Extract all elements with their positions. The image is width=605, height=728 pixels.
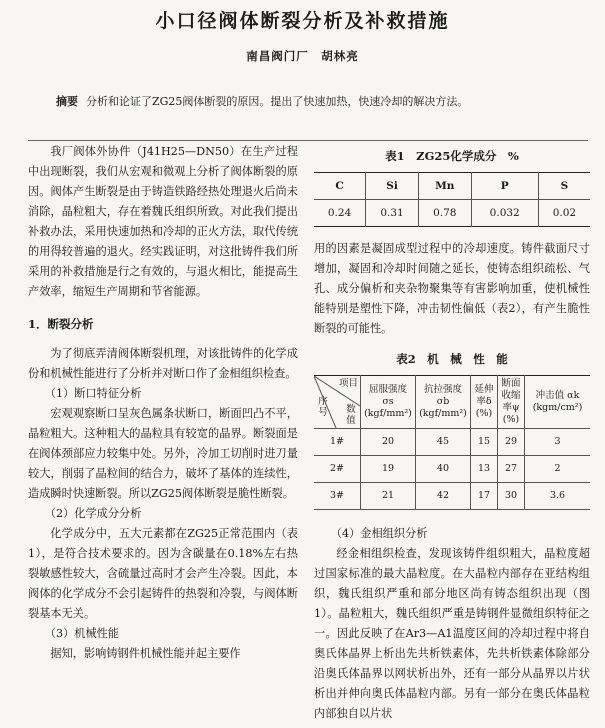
section-1-4-heading: （4）金相组织分析 <box>330 527 428 540</box>
table-2-cell: 15 <box>471 429 498 456</box>
abstract-text: 分析和论证了ZG25阀体断裂的原因。提出了快速加热，快速冷却的解决方法。 <box>86 95 469 108</box>
table-row <box>314 483 590 510</box>
table-row <box>314 429 590 456</box>
table-1-cell: 0.032 <box>471 200 538 227</box>
table-2-header: 断面收缩率ψ (%) <box>498 376 525 429</box>
table-2-cell: 45 <box>416 429 471 456</box>
corner-label-number: 序号 <box>318 396 328 418</box>
table-2-cell: 21 <box>361 483 416 510</box>
table-2-cell: 17 <box>471 483 498 510</box>
section-1-2-heading: （2）化学成分分析 <box>44 507 142 520</box>
table-2-corner <box>314 376 361 429</box>
abstract <box>56 92 576 112</box>
table-2-header: 冲击值 αk (kgm/cm²) <box>525 376 591 429</box>
table-2-header: 延伸率δ (%) <box>471 376 498 429</box>
table-2-cell: 3.6 <box>525 483 591 510</box>
header-divider <box>28 140 588 141</box>
table-2-cell: 2 <box>525 456 591 483</box>
abstract-label: 摘要 <box>56 95 78 108</box>
table-1-header: P <box>471 173 538 200</box>
section-1-3-heading: （3）机械性能 <box>44 627 120 640</box>
right-column <box>314 146 590 724</box>
table-1-header: Si <box>366 173 419 200</box>
table-1-cell: 0.78 <box>418 200 471 227</box>
table-1 <box>314 172 590 227</box>
section-1-1-text: 宏观观察断口呈灰色属条状断口，断面凹凸不平，晶粒粗大。这种粗大的晶粒具有较宽的晶界。断裂面是在阀体颈部应力较集中处。另外，冷加工切削时进刀量较大，削弱了晶粒间的结合力，破坏了基体的连续性，造成瞬时快速断裂。所以ZG25阀体断裂是脆性断裂。 <box>28 407 298 500</box>
table-2-cell: 27 <box>498 456 525 483</box>
left-column <box>28 142 298 664</box>
corner-label-value: 数值 <box>346 404 356 426</box>
intro-paragraph: 我厂阀体外协件（J41H25—DN50）在生产过程中出现断裂，我们从宏观和微观上分析了阀体断裂的原因。阀体产生断裂是由于铸造铁路经热处理退火后尚未消除，晶粒粗大，存在着魏氏组织所致。对此我们提出补救办法，采用快速加热和冷却的正火方法，取代传统的用得较普遍的退火。经实践证明，对这批铸件我们所采用的补救措施是行之有效的，与退火相比，能提高生产效率，缩短生产周期和节省能源。 <box>28 145 298 298</box>
table-2-cell: 13 <box>471 456 498 483</box>
table-2-row-number: 2# <box>314 456 361 483</box>
section-1-2-text: 化学成分中，五大元素都在ZG25正常范围内（表1），是符合技术要求的。因为含碳量在0.18%左右热裂敏感性较大，含硫量过高时才会产生冷裂。因此，本阀体的化学成分不会引起铸件的热裂和冷裂，与阀体断裂基本无关。 <box>28 527 298 620</box>
table-1-cell: 0.24 <box>327 207 352 219</box>
table-2-row-number: 1# <box>314 429 361 456</box>
table-1-cell: 0.02 <box>538 200 590 227</box>
paper-authors: 南昌阀门厂 胡林亮 <box>246 49 359 63</box>
section-1-heading: 1．断裂分析 <box>28 317 94 331</box>
table-2-header: 抗拉强度 σb (kgf/mm²) <box>416 376 471 429</box>
table-2-cell: 29 <box>498 429 525 456</box>
table-1-caption: 表1 ZG25化学成分 % <box>385 149 519 163</box>
table-2-cell: 42 <box>416 483 471 510</box>
right-paragraph-1: 用的因素是凝固成型过程中的冷却速度。铸件截面尺寸增加，凝固和冷却时间随之延长，使铸态组织疏松、气孔、成分偏析和夹杂物聚集等有害影响加重，使机械性能特别是塑性下降，冲击韧性偏低（表2），有产生脆性断裂的可能性。 <box>314 242 590 335</box>
section-1-4-text: 经金相组织检查，发现该铸件组织粗大，晶粒度超过国家标准的最大晶粒度。在大晶粒内部存在亚结构组织，魏氏组织严重和部分地区尚有铸态组织出现（图1）。晶粒粗大，魏氏组织严重是铸钢件显微组织特征之一。因此反映了在Ar3—A1温度区间的冷却过程中将自奥氏体晶界上析出先共析铁素体，先共析铁素体除部分沿奥氏体晶界以网状析出外，还有一部分从晶界以片状析出并伸向奥氏体晶粒内部。另有一部分在奥氏体晶粒内部独自以片状 <box>314 547 590 720</box>
table-2-cell: 3 <box>525 429 591 456</box>
table-2-caption: 表2 机 械 性 能 <box>396 352 508 366</box>
table-row <box>314 456 590 483</box>
paper-title: 小口径阀体断裂分析及补救措施 <box>155 10 450 32</box>
section-1-3-text: 据知，影响铸钢件机械性能并起主要作 <box>50 647 241 660</box>
table-2-cell: 20 <box>361 429 416 456</box>
table-2-row-number: 3# <box>314 483 361 510</box>
table-2-cell: 40 <box>416 456 471 483</box>
corner-label-item: 项目 <box>338 378 358 389</box>
table-1-cell: 0.31 <box>366 200 419 227</box>
table-1-header: C <box>314 173 366 200</box>
table-2-header: 屈服强度 σs (kgf/mm²) <box>361 376 416 429</box>
section-1-text: 为了彻底弄清阀体断裂机理，对该批铸件的化学成份和机械性能进行了分析并对断口作了金相组织检查。 <box>28 347 298 380</box>
table-2-cell: 19 <box>361 456 416 483</box>
table-2 <box>314 375 590 510</box>
table-1-header: S <box>538 173 590 200</box>
table-2-cell: 30 <box>498 483 525 510</box>
section-1-1-heading: （1）断口特征分析 <box>44 387 142 400</box>
table-1-header: Mn <box>418 173 471 200</box>
